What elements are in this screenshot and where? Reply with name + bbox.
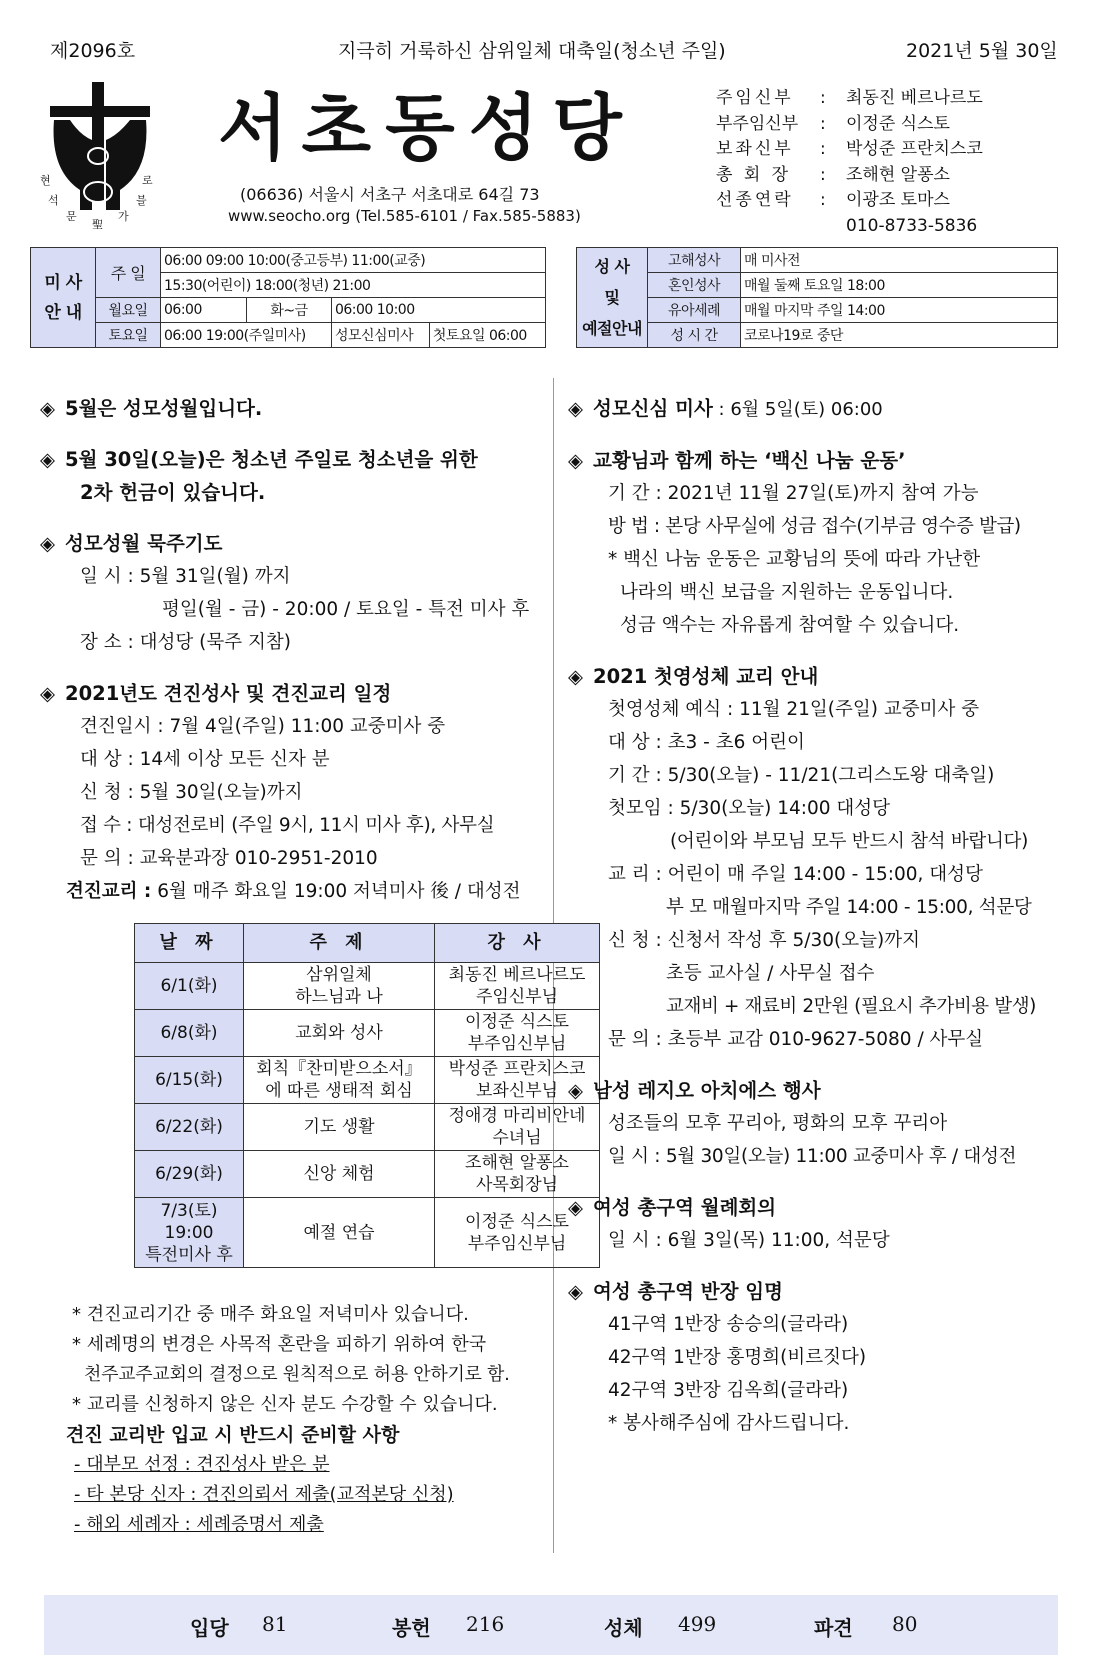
vaccine-note: 나라의 백신 보급을 지원하는 운동입니다. bbox=[620, 582, 954, 603]
schedule-speaker: 이정준 식스토 부주임신부님 bbox=[435, 1198, 600, 1268]
schedule-date: 7/3(토) 19:00 특전미사 후 bbox=[135, 1198, 244, 1268]
schedule-topic: 삼위일체 하느님과 나 bbox=[244, 963, 435, 1010]
fc-line: 신 청 : 신청서 작성 후 5/30(오늘)까지 bbox=[608, 930, 920, 951]
diamond-bullet-icon: ◈ bbox=[568, 1280, 583, 1303]
rosary-date: 일 시 : 5월 31일(월) 까지 bbox=[80, 566, 291, 587]
schedule-speaker: 박성준 프란치스코 보좌신부님 bbox=[435, 1057, 600, 1104]
schedule-date: 6/8(화) bbox=[135, 1010, 244, 1057]
women-meeting-line: 일 시 : 6월 3일(목) 11:00, 석문당 bbox=[608, 1230, 890, 1251]
legio-heading: ◈ 남성 레지오 아치에스 행사 bbox=[568, 1079, 821, 1102]
schedule-date: 6/29(화) bbox=[135, 1151, 244, 1198]
fc-line: 기 간 : 5/30(오늘) - 11/21(그리스도왕 대축일) bbox=[608, 765, 995, 786]
schedule-row bbox=[135, 1198, 600, 1268]
parish-title: 서초동성당 bbox=[218, 86, 636, 170]
schedule-row bbox=[135, 963, 600, 1010]
appointment-line: * 봉사해주심에 감사드립니다. bbox=[608, 1413, 850, 1434]
rosary-heading: ◈ 성모성월 묵주기도 bbox=[40, 532, 223, 555]
confirmation-receipt: 접 수 : 대성전로비 (주일 9시, 11시 미사 후), 사무실 bbox=[80, 815, 495, 836]
diamond-bullet-icon: ◈ bbox=[40, 532, 55, 555]
prep-item: - 타 본당 신자 : 견진의뢰서 제출(교적본당 신청) bbox=[74, 1484, 454, 1505]
vaccine-heading: ◈ 교황님과 함께 하는 ‘백신 나눔 운동’ bbox=[568, 449, 906, 472]
note: * 견진교리기간 중 매주 화요일 저녁미사 있습니다. bbox=[72, 1304, 469, 1325]
parish-logo bbox=[40, 80, 160, 230]
confirmation-apply: 신 청 : 5월 30일(오늘)까지 bbox=[80, 782, 303, 803]
logo-char: 로 bbox=[142, 174, 153, 187]
diamond-bullet-icon: ◈ bbox=[568, 1196, 583, 1219]
legio-line: 일 시 : 5월 30일(오늘) 11:00 교중미사 후 / 대성전 bbox=[608, 1146, 1017, 1167]
schedule-topic: 교회와 성사 bbox=[244, 1010, 435, 1057]
staff-row: 보좌신부 : 박성준 프란치스코 bbox=[716, 139, 983, 159]
sunday-times: 06:00 09:00 10:00(중고등부) 11:00(교중) bbox=[161, 248, 546, 273]
right-column bbox=[568, 392, 1058, 1440]
vaccine-period: 기 간 : 2021년 11월 27일(토)까지 참여 가능 bbox=[608, 483, 979, 504]
sacrament-name: 유아세례 bbox=[648, 298, 741, 323]
appointment-line: 42구역 3반장 김옥희(글라라) bbox=[608, 1380, 849, 1401]
logo-char: 블 bbox=[136, 194, 147, 207]
schedule-speaker: 이정준 식스토 부주임신부님 bbox=[435, 1010, 600, 1057]
footer-label: 성체 bbox=[604, 1616, 643, 1640]
prep-item: - 대부모 선정 : 견진성사 받은 분 bbox=[74, 1454, 330, 1475]
vaccine-note: * 백신 나눔 운동은 교황님의 뜻에 따라 가난한 bbox=[608, 549, 981, 570]
fc-line: 문 의 : 초등부 교감 010-9627-5080 / 사무실 bbox=[608, 1029, 984, 1050]
saturday-label: 토요일 bbox=[96, 323, 161, 348]
sacrament-name: 고해성사 bbox=[648, 248, 741, 273]
parish-address: (06636) 서울시 서초구 서초대로 64길 73 bbox=[240, 185, 540, 204]
saturday-marian: 성모신심미사 bbox=[331, 323, 429, 348]
prep-item: - 해외 세례자 : 세례증명서 제출 bbox=[74, 1514, 324, 1535]
footer-label: 봉헌 bbox=[392, 1616, 431, 1640]
footer-value: 499 bbox=[678, 1612, 717, 1636]
appointment-line: 41구역 1반장 송승의(글라라) bbox=[608, 1314, 849, 1335]
sacrament-label: 성 사 및 예절안내 bbox=[577, 248, 648, 348]
women-meeting-heading: ◈ 여성 총구역 월례회의 bbox=[568, 1196, 777, 1219]
footer-label: 파견 bbox=[814, 1616, 853, 1640]
sacrament-value: 코로나19로 중단 bbox=[741, 323, 1058, 348]
diamond-bullet-icon: ◈ bbox=[568, 397, 583, 420]
logo-char: 가 bbox=[118, 210, 129, 223]
notice-heading: ◈ 5월은 성모성월입니다. bbox=[40, 397, 263, 420]
schedule-topic: 신앙 체험 bbox=[244, 1151, 435, 1198]
legio-line: 성조들의 모후 꾸리아, 평화의 모후 꾸리아 bbox=[608, 1113, 948, 1134]
marian-heading: ◈ 성모신심 미사 : 6월 5일(토) 06:00 bbox=[568, 397, 883, 420]
fc-line: 첫모임 : 5/30(오늘) 14:00 대성당 bbox=[608, 798, 891, 819]
note: * 교리를 신청하지 않은 신자 분도 수강할 수 있습니다. bbox=[72, 1394, 498, 1415]
sacrament-name: 성 시 간 bbox=[648, 323, 741, 348]
fc-line: 교재비 + 재료비 2만원 (필요시 추가비용 발생) bbox=[666, 996, 1036, 1017]
weekday-times: 06:00 10:00 bbox=[331, 298, 545, 323]
staff-row: 총 회 장 : 조해현 알퐁소 bbox=[716, 164, 950, 185]
fc-line: 첫영성체 예식 : 11월 21일(주일) 교중미사 중 bbox=[608, 699, 980, 720]
schedule-row bbox=[135, 1057, 600, 1104]
footer-label: 입당 bbox=[190, 1616, 229, 1640]
schedule-row bbox=[135, 1104, 600, 1151]
schedule-speaker: 정애경 마리비안네 수녀님 bbox=[435, 1104, 600, 1151]
schedule-topic: 회칙『찬미받으소서』 에 따른 생태적 회심 bbox=[244, 1057, 435, 1104]
logo-char: 聖 bbox=[92, 218, 103, 231]
issue-number: 제2096호 bbox=[50, 40, 136, 62]
vaccine-method: 방 법 : 본당 사무실에 성금 접수(기부금 영수증 발급) bbox=[608, 516, 1021, 537]
weekday-label: 화~금 bbox=[247, 298, 332, 323]
schedule-header-topic: 주 제 bbox=[244, 924, 435, 963]
mass-schedule-table bbox=[30, 247, 546, 348]
confirmation-schedule-table bbox=[134, 923, 600, 1268]
fc-line: 교 리 : 어린이 매 주일 14:00 - 15:00, 대성당 bbox=[608, 864, 983, 885]
confirmation-heading: ◈ 2021년도 견진성사 및 견진교리 일정 bbox=[40, 682, 392, 705]
footer-value: 81 bbox=[262, 1612, 288, 1636]
confirmation-target: 대 상 : 14세 이상 모든 신자 분 bbox=[80, 749, 330, 770]
saturday-first: 첫토요일 06:00 bbox=[429, 323, 545, 348]
logo-char: 현 bbox=[40, 174, 51, 187]
staff-phone: 010-8733-5836 bbox=[846, 215, 978, 236]
first-communion-heading: ◈ 2021 첫영성체 교리 안내 bbox=[568, 665, 819, 688]
sacrament-table bbox=[576, 247, 1058, 348]
fc-line: 초등 교사실 / 사무실 접수 bbox=[666, 963, 875, 984]
schedule-date: 6/15(화) bbox=[135, 1057, 244, 1104]
diamond-bullet-icon: ◈ bbox=[568, 1079, 583, 1102]
sacrament-name: 혼인성사 bbox=[648, 273, 741, 298]
monday-times: 06:00 bbox=[161, 298, 247, 323]
schedule-row bbox=[135, 1151, 600, 1198]
confirmation-date: 견진일시 : 7월 4일(주일) 11:00 교중미사 중 bbox=[80, 716, 446, 737]
diamond-bullet-icon: ◈ bbox=[568, 449, 583, 472]
diamond-bullet-icon: ◈ bbox=[40, 448, 55, 471]
monday-label: 월요일 bbox=[96, 298, 161, 323]
prep-heading: 견진 교리반 입교 시 반드시 준비할 사항 bbox=[66, 1424, 400, 1446]
fc-line: 부 모 매월마지막 주일 14:00 - 15:00, 석문당 bbox=[666, 897, 1032, 918]
confirmation-class: 견진교리 : 6월 매주 화요일 19:00 저녁미사 後 / 대성전 bbox=[66, 881, 521, 902]
schedule-speaker: 조해현 알퐁소 사목회장님 bbox=[435, 1151, 600, 1198]
women-appointment-heading: ◈ 여성 총구역 반장 임명 bbox=[568, 1280, 783, 1303]
note: 천주교주교회의 결정으로 원칙적으로 허용 안하기로 함. bbox=[84, 1364, 510, 1385]
notice-heading: ◈ 5월 30일(오늘)은 청소년 주일로 청소년을 위한 bbox=[40, 448, 478, 471]
saturday-times: 06:00 19:00(주일미사) bbox=[161, 323, 332, 348]
schedule-topic: 기도 생활 bbox=[244, 1104, 435, 1151]
logo-char: 문 bbox=[66, 210, 77, 223]
fc-line: (어린이와 부모님 모두 반드시 참석 바랍니다) bbox=[670, 831, 1029, 852]
diamond-bullet-icon: ◈ bbox=[40, 397, 55, 420]
rosary-time: 평일(월 - 금) - 20:00 / 토요일 - 특전 미사 후 bbox=[162, 599, 530, 620]
footer-value: 80 bbox=[892, 1612, 918, 1636]
parish-contact: www.seocho.org (Tel.585-6101 / Fax.585-5883) bbox=[228, 207, 581, 225]
logo-char: 석 bbox=[48, 194, 59, 207]
staff-row: 선종연락 : 이광조 토마스 bbox=[716, 190, 950, 210]
appointment-line: 42구역 1반장 홍명희(비르짓다) bbox=[608, 1347, 867, 1368]
vaccine-note: 성금 액수는 자유롭게 참여할 수 있습니다. bbox=[620, 615, 960, 636]
schedule-topic: 예절 연습 bbox=[244, 1198, 435, 1268]
confirmation-inquiry: 문 의 : 교육분과장 010-2951-2010 bbox=[80, 848, 378, 869]
staff-row: 부주임신부 : 이정준 식스토 bbox=[716, 113, 950, 134]
footer-value: 216 bbox=[466, 1612, 505, 1636]
schedule-row bbox=[135, 1010, 600, 1057]
staff-row bbox=[716, 214, 983, 240]
schedule-header-speaker: 강 사 bbox=[435, 924, 600, 963]
notice-heading-cont: 2차 헌금이 있습니다. bbox=[80, 481, 266, 504]
sacrament-value: 매월 둘째 토요일 18:00 bbox=[741, 273, 1058, 298]
diamond-bullet-icon: ◈ bbox=[568, 665, 583, 688]
sunday-times: 15:30(어린이) 18:00(청년) 21:00 bbox=[161, 273, 546, 298]
schedule-speaker: 최동진 베르나르도 주임신부님 bbox=[435, 963, 600, 1010]
sunday-label: 주 일 bbox=[96, 248, 161, 298]
staff-row: 주임신부 : 최동진 베르나르도 bbox=[716, 88, 983, 108]
mass-label: 미 사 안 내 bbox=[31, 248, 96, 348]
rosary-place: 장 소 : 대성당 (묵주 지참) bbox=[80, 632, 291, 653]
issue-date: 2021년 5월 30일 bbox=[906, 40, 1058, 62]
note: * 세례명의 변경은 사목적 혼란을 피하기 위하여 한국 bbox=[72, 1334, 487, 1355]
liturgy-footer bbox=[44, 1595, 1058, 1655]
schedule-date: 6/1(화) bbox=[135, 963, 244, 1010]
schedule-header-date: 날 짜 bbox=[135, 924, 244, 963]
sacrament-value: 매월 마지막 주일 14:00 bbox=[741, 298, 1058, 323]
diamond-bullet-icon: ◈ bbox=[40, 682, 55, 705]
fc-line: 대 상 : 초3 - 초6 어린이 bbox=[608, 732, 805, 753]
left-column bbox=[40, 392, 550, 908]
left-notes bbox=[40, 1300, 550, 1540]
schedule-date: 6/22(화) bbox=[135, 1104, 244, 1151]
staff-list bbox=[716, 86, 983, 239]
feast-title: 지극히 거룩하신 삼위일체 대축일(청소년 주일) bbox=[338, 40, 726, 62]
sacrament-value: 매 미사전 bbox=[741, 248, 1058, 273]
